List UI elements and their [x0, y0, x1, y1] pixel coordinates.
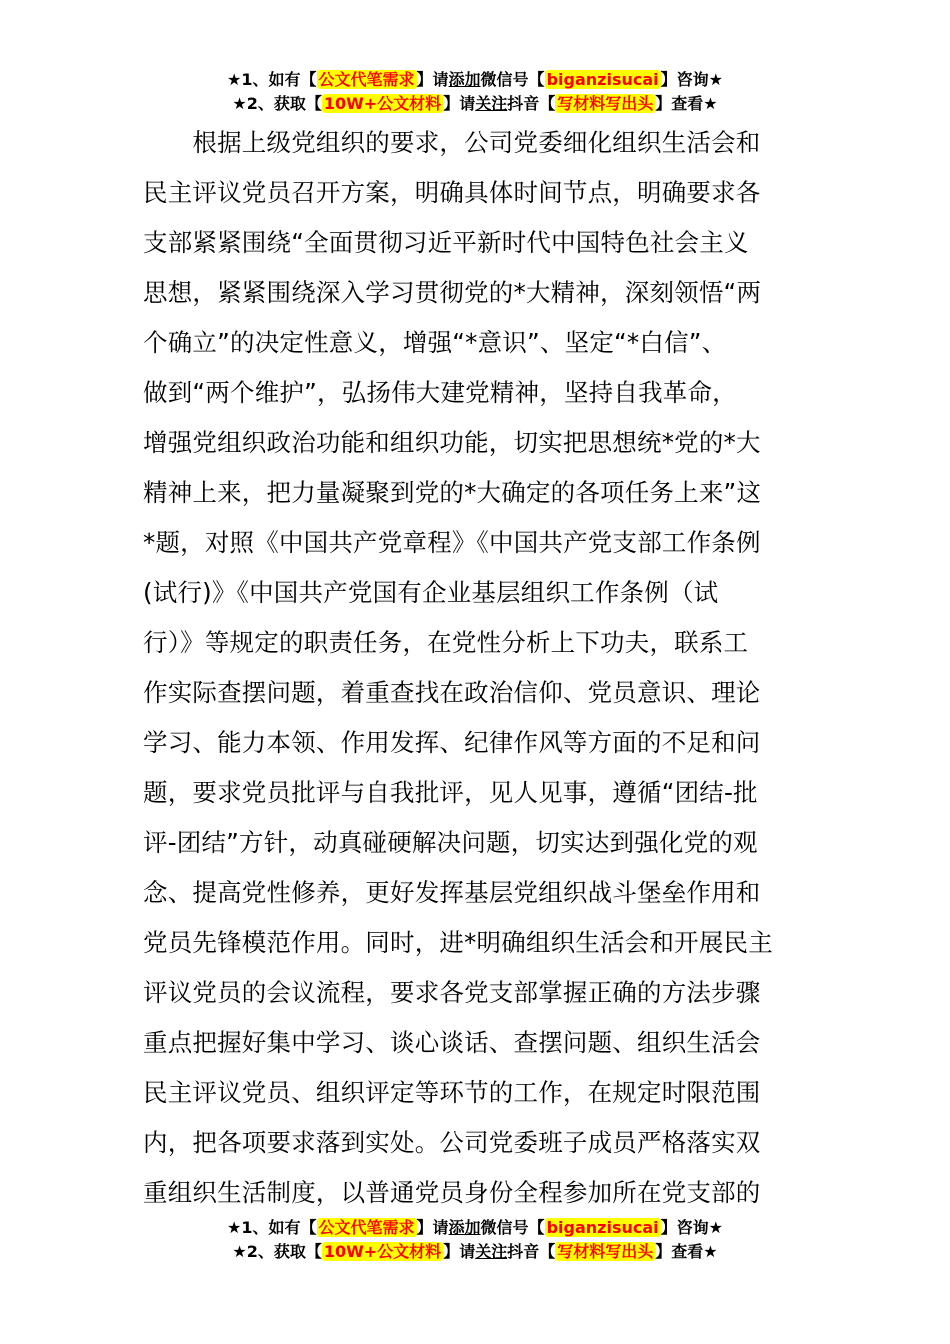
body-line: 行）》等规定的职责任务，在党性分析上下功夫，联系工 [143, 628, 749, 657]
banner-text: 】查看★ [655, 1242, 718, 1261]
body-line: 做到“两个维护”，弘扬伟大建党精神，坚持自我革命， [143, 378, 737, 407]
body-line: 重点把握好集中学习、谈心谈话、查摆问题、组织生活会 [143, 1028, 761, 1057]
banner-text: ★2、获取【 [232, 1242, 322, 1261]
banner-text: 抖音【 [507, 94, 556, 113]
banner-text: 】请 [416, 1218, 449, 1237]
body-line: 评议党员的会议流程，要求各党支部掌握正确的方法步骤 [143, 978, 761, 1007]
banner-line-1 [0, 69, 950, 93]
body-line: (试行)》《中国共产党国有企业基层组织工作条例（试 [143, 578, 719, 607]
body-line: *题，对照《中国共产党章程》《中国共产党支部工作条例 [143, 528, 761, 557]
body-line: 内，把各项要求落到实处。公司党委班子成员严格落实双 [143, 1128, 761, 1157]
banner-text: 】咨询★ [660, 1218, 723, 1237]
banner-line-1 [0, 1217, 950, 1241]
underlined-text: 添加 [448, 1218, 481, 1237]
body-line: 重组织生活制度，以普通党员身份全程参加所在党支部的 [143, 1178, 761, 1207]
highlight-materials: 10W+公文材料 [323, 94, 442, 113]
body-line: 民主评议党员、组织评定等环节的工作，在规定时限范围 [143, 1078, 761, 1107]
banner-text: 】请 [416, 70, 449, 89]
banner-text: 抖音【 [507, 1242, 556, 1261]
banner-text: 】查看★ [655, 94, 718, 113]
highlight-wechat-id: biganzisucai [546, 1218, 659, 1237]
highlight-douyin-account: 写材料写出头 [557, 1242, 654, 1261]
footer-banner [0, 1217, 950, 1265]
body-line: 精神上来，把力量凝聚到党的*大确定的各项任务上来”这 [143, 478, 762, 507]
body-line: 增强党组织政治功能和组织功能，切实把思想统*党的*大 [143, 428, 761, 457]
document-body [143, 118, 808, 1218]
highlight-service: 公文代笔需求 [318, 1218, 415, 1237]
header-banner [0, 69, 950, 117]
banner-text: 微信号【 [480, 70, 545, 89]
highlight-wechat-id: biganzisucai [546, 70, 659, 89]
highlight-douyin-account: 写材料写出头 [557, 94, 654, 113]
banner-line-2 [0, 1241, 950, 1265]
underlined-text: 关注 [475, 1242, 508, 1261]
body-line: 党员先锋模范作用。同时，进*明确组织生活会和开展民主 [143, 928, 773, 957]
banner-text: ★2、获取【 [232, 94, 322, 113]
banner-text: 】咨询★ [660, 70, 723, 89]
underlined-text: 添加 [448, 70, 481, 89]
body-line: 个确立”的决定性意义，增强“*意识”、坚定“*白信”、 [143, 328, 727, 357]
body-line: 作实际查摆问题，着重查找在政治信仰、党员意识、理论 [143, 678, 761, 707]
body-line: 根据上级党组织的要求，公司党委细化组织生活会和 [143, 128, 761, 157]
underlined-text: 关注 [475, 94, 508, 113]
body-line: 题，要求党员批评与自我批评，见人见事，遵循“团结-批 [143, 778, 758, 807]
body-line: 支部紧紧围绕“全面贯彻习近平新时代中国特色社会主义 [143, 228, 749, 257]
body-line: 思想，紧紧围绕深入学习贯彻党的*大精神，深刻领悟“两 [143, 278, 762, 307]
banner-text: 微信号【 [480, 1218, 545, 1237]
banner-text: 】请 [443, 94, 476, 113]
body-line: 民主评议党员召开方案，明确具体时间节点，明确要求各 [143, 178, 761, 207]
body-line: 学习、能力本领、作用发挥、纪律作风等方面的不足和问 [143, 728, 761, 757]
banner-text: 】请 [443, 1242, 476, 1261]
highlight-service: 公文代笔需求 [318, 70, 415, 89]
banner-text: ★1、如有【 [227, 70, 317, 89]
body-line: 念、提高党性修养，更好发挥基层党组织战斗堡垒作用和 [143, 878, 761, 907]
highlight-materials: 10W+公文材料 [323, 1242, 442, 1261]
banner-text: ★1、如有【 [227, 1218, 317, 1237]
body-line: 评-团结”方针，动真碰硬解决问题，切实达到强化党的观 [143, 828, 758, 857]
banner-line-2 [0, 93, 950, 117]
